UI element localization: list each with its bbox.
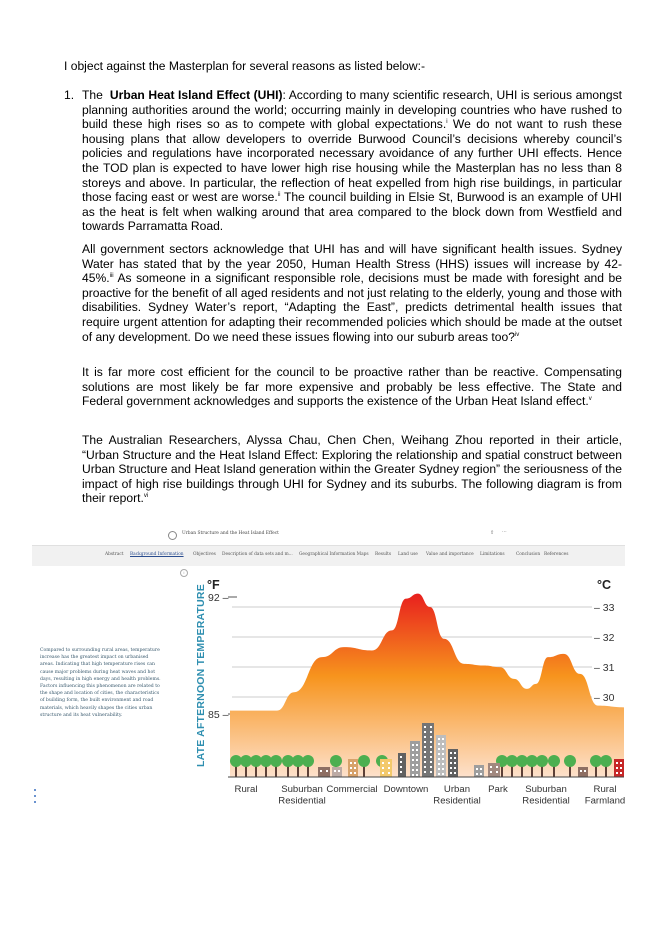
paragraph-cost xyxy=(82,365,622,409)
tree-crown xyxy=(536,755,548,767)
intro-paragraph: I object against the Masterplan for several reasons as listed below:- xyxy=(64,59,425,73)
building-window xyxy=(430,741,432,743)
building-window xyxy=(320,770,322,772)
bold-term: Urban Heat Island Effect (UHI) xyxy=(109,88,283,102)
category-labels xyxy=(235,784,625,807)
building-window xyxy=(454,757,456,759)
building xyxy=(332,767,342,777)
category-label xyxy=(384,784,429,795)
building-window xyxy=(620,762,622,764)
left-tick-label: 85 – xyxy=(208,709,229,721)
nav-item[interactable]: Objectives xyxy=(193,552,216,557)
building-window xyxy=(442,773,444,775)
building-window xyxy=(430,771,432,773)
building-window xyxy=(388,767,390,769)
building-window xyxy=(416,749,418,751)
building-window xyxy=(616,772,618,774)
category-label xyxy=(433,784,480,807)
building-window xyxy=(442,753,444,755)
building-window xyxy=(430,761,432,763)
building-window xyxy=(424,761,426,763)
nav-item[interactable]: Results xyxy=(375,552,392,557)
category-label xyxy=(522,784,569,807)
building-window xyxy=(424,726,426,728)
building-window xyxy=(416,769,418,771)
building xyxy=(448,749,458,777)
uhi-chart xyxy=(32,527,625,817)
building-window xyxy=(412,764,414,766)
building-window xyxy=(450,757,452,759)
building-window xyxy=(388,772,390,774)
endnote-ref[interactable]: iii xyxy=(109,273,114,280)
building-window xyxy=(454,767,456,769)
category-label-line: Commercial xyxy=(326,784,378,795)
building-window xyxy=(350,762,352,764)
paragraph-uhi xyxy=(82,88,622,234)
left-tick-label: 92 – xyxy=(208,592,229,604)
building-window xyxy=(438,773,440,775)
building-window xyxy=(416,774,418,776)
building-window xyxy=(350,767,352,769)
tree-crown xyxy=(564,755,576,767)
building-window xyxy=(424,756,426,758)
category-label xyxy=(278,784,325,807)
category-label-line: Residential xyxy=(278,795,326,807)
category-label-line: Urban xyxy=(443,784,471,795)
text-span: The council building in Elsie St, Burwood is an example of UHI as the heat is felt when walking around that area compared to the block down from Westfield and towards Parramatta Road. xyxy=(82,190,622,234)
building-window xyxy=(416,744,418,746)
text-span: We do not want to rush these housing plans that allow developers to override Burwood Council’s decisions whereby council’s policies and regulations have incorporated necessary avoidance of any further UHI effects. Hence the TOD plan is expected to have lower high rise housing while the Masterplan has no less than 8 storeys and above. In particular, the reflection of heat expelled from high rise buildings, in particular those facing east or west are worse. xyxy=(82,117,622,205)
building-window xyxy=(424,731,426,733)
text-span: : According to many scientific research, UHI is serious amongst planning authorities around the world; occurring mainly in developing countries who have rushed to build these high rises so as to compete with global expectations. xyxy=(82,88,622,132)
y-axis-label: LATE AFTERNOON TEMPERATURE xyxy=(195,584,207,767)
building-window xyxy=(334,770,336,772)
building-window xyxy=(442,738,444,740)
building-window xyxy=(442,743,444,745)
category-label-line: Suburban xyxy=(525,784,567,795)
building-window xyxy=(442,763,444,765)
building-window xyxy=(490,771,492,773)
text-span: It is far more cost efficient for the council to be proactive rather than be reactive. Compensating solutions are most likely be far more expensive and probably be less effective. The State and Federal government acknowledges and supports the existence of the Urban Heat Island effect. xyxy=(82,365,622,409)
nav-item[interactable]: Conclusion xyxy=(516,552,541,557)
tree-crown xyxy=(358,755,370,767)
more-icon[interactable]: ··· xyxy=(502,529,507,535)
building-window xyxy=(424,741,426,743)
building-window xyxy=(416,754,418,756)
building-window xyxy=(430,736,432,738)
building-window xyxy=(354,762,356,764)
endnote-ref[interactable]: i xyxy=(446,119,448,126)
nav-item[interactable]: Abstract xyxy=(105,552,124,557)
building-window xyxy=(412,754,414,756)
building-window xyxy=(424,751,426,753)
building xyxy=(488,763,500,777)
category-label xyxy=(235,784,258,795)
building-window xyxy=(412,774,414,776)
tree-crown xyxy=(600,755,612,767)
building-window xyxy=(620,767,622,769)
building-window xyxy=(450,767,452,769)
building-window xyxy=(430,746,432,748)
nav-item[interactable]: Description of data sets and m... xyxy=(222,552,293,557)
building-window xyxy=(400,771,402,773)
embedded-report-screenshot xyxy=(32,527,625,817)
building-window xyxy=(442,758,444,760)
list-number: 1. xyxy=(64,88,75,102)
building-window xyxy=(454,772,456,774)
category-label xyxy=(585,784,625,807)
building xyxy=(318,767,330,777)
building-window xyxy=(496,771,498,773)
building-window xyxy=(438,753,440,755)
building xyxy=(380,759,392,777)
building-window xyxy=(454,762,456,764)
building xyxy=(578,767,588,777)
building xyxy=(474,765,484,777)
building-window xyxy=(430,766,432,768)
building-window xyxy=(450,762,452,764)
building-window xyxy=(326,770,328,772)
right-tick-label: – 31 xyxy=(594,662,615,674)
endnote-ref[interactable]: vi xyxy=(143,493,149,500)
building-window xyxy=(424,771,426,773)
category-label-line: Park xyxy=(488,784,508,795)
building-window xyxy=(616,762,618,764)
building-window xyxy=(412,769,414,771)
building-window xyxy=(430,756,432,758)
building-window xyxy=(416,764,418,766)
building-window xyxy=(382,767,384,769)
nav-item[interactable]: Land use xyxy=(398,552,418,557)
building-window xyxy=(400,766,402,768)
building xyxy=(410,741,420,777)
category-label xyxy=(488,784,508,795)
building-window xyxy=(438,763,440,765)
nav-item[interactable]: Background Information xyxy=(130,552,184,557)
report-title: Urban Structure and the Heat Island Effect xyxy=(182,531,279,536)
sidebar-text: Compared to surrounding rural areas, temperature increase has the greatest impact on urbanised areas. Indicating that high temperature rises can cause major problems during heat waves and hot days, resulting in high energy and health problems. Factors influencing this phenomenon are related to the shape and location of cities, the characteristics of building form, the built environment and road materials, which heavily shapes the cities urban structure and its heat vulnerability. xyxy=(40,648,161,718)
building-window xyxy=(354,767,356,769)
building-window xyxy=(430,731,432,733)
text-span: All government sectors acknowledge that UHI has and will have significant health issues. Sydney Water has stated that by the year 2050, Human Health Stress (HHS) issues will increase by 42-45%. xyxy=(82,242,622,286)
building-window xyxy=(424,746,426,748)
building-window xyxy=(388,762,390,764)
category-label-line: Rural xyxy=(234,784,258,795)
building-window xyxy=(424,736,426,738)
right-tick-label: – 32 xyxy=(594,632,615,644)
building-window xyxy=(442,748,444,750)
building-window xyxy=(480,773,482,775)
tree-crown xyxy=(548,755,560,767)
building-window xyxy=(454,752,456,754)
building-window xyxy=(438,768,440,770)
info-icon[interactable]: i xyxy=(180,569,188,577)
tree-crown xyxy=(270,755,282,767)
tree-crown xyxy=(330,755,342,767)
building-window xyxy=(416,759,418,761)
share-icon[interactable]: ⇧ xyxy=(490,530,495,536)
right-tick-label: – 33 xyxy=(594,602,615,614)
building-window xyxy=(438,748,440,750)
nav-item[interactable]: Value and importance xyxy=(426,552,474,557)
building-window xyxy=(584,770,586,772)
building-window xyxy=(430,751,432,753)
building-window xyxy=(616,767,618,769)
building-window xyxy=(450,772,452,774)
building-window xyxy=(620,772,622,774)
building-window xyxy=(580,770,582,772)
right-unit: °C xyxy=(597,578,612,592)
building-window xyxy=(424,766,426,768)
nav-item[interactable]: Limitations xyxy=(480,552,505,557)
building-window xyxy=(382,762,384,764)
category-label-line: Downtown xyxy=(383,784,429,795)
building-window xyxy=(480,768,482,770)
endnote-ref[interactable]: iv xyxy=(514,331,520,338)
text-span: The Australian Researchers, Alyssa Chau, Chen Chen, Weihang Zhou reported in their article, “Urban Structure and the Heat Island Effect: Exploring the relationship and spatial construct between Urban Structure and Heat Island generation within the Greater Sydney region” the seriousness of the impact of high rise buildings through UHI for Sydney and its suburbs. The following diagram is from their report. xyxy=(82,433,622,506)
building xyxy=(348,759,358,777)
building-window xyxy=(430,726,432,728)
building-window xyxy=(476,768,478,770)
building-window xyxy=(338,770,340,772)
right-tick-label: – 30 xyxy=(594,692,615,704)
left-unit: °F xyxy=(207,578,220,592)
building-window xyxy=(442,768,444,770)
endnote-ref[interactable]: v xyxy=(588,396,592,403)
building-window xyxy=(354,772,356,774)
building xyxy=(436,735,446,777)
building-window xyxy=(490,766,492,768)
category-label xyxy=(326,784,377,795)
paragraph-research xyxy=(82,433,622,506)
building-window xyxy=(450,752,452,754)
building xyxy=(614,759,624,777)
category-label-line: Residential xyxy=(433,795,481,807)
nav-item[interactable]: References xyxy=(544,552,569,557)
building-window xyxy=(382,772,384,774)
building xyxy=(422,723,434,777)
category-label-line: Rural xyxy=(593,784,617,795)
building-window xyxy=(438,738,440,740)
endnote-ref[interactable]: ii xyxy=(277,192,281,199)
building-window xyxy=(400,756,402,758)
building-window xyxy=(400,761,402,763)
paragraph-health xyxy=(82,242,622,344)
building-window xyxy=(350,772,352,774)
category-label-line: Suburban xyxy=(281,784,323,795)
building-window xyxy=(476,773,478,775)
nav-item[interactable]: Geographical Information Maps xyxy=(299,552,369,557)
building-window xyxy=(412,759,414,761)
building-window xyxy=(438,758,440,760)
text-span: As someone in a significant responsible role, decisions must be made with foresight and be proactive for the benefit of all aged residents and not just relating to the elderly, young and those with disabilities. Sydney Water’s report, “Adapting the East”, predicts detrimental health issues that require urgent attention for adapting their recommended policies which should be made at the outset of any development. Do we need these issues flowing into our suburb areas too? xyxy=(82,271,622,344)
building-window xyxy=(496,766,498,768)
tree-crown xyxy=(302,755,314,767)
category-label-line: Residential xyxy=(522,795,570,807)
building-window xyxy=(412,749,414,751)
lead-word: The xyxy=(82,88,103,102)
category-label-line: Farmland xyxy=(584,795,625,807)
building-window xyxy=(412,744,414,746)
building-window xyxy=(438,743,440,745)
